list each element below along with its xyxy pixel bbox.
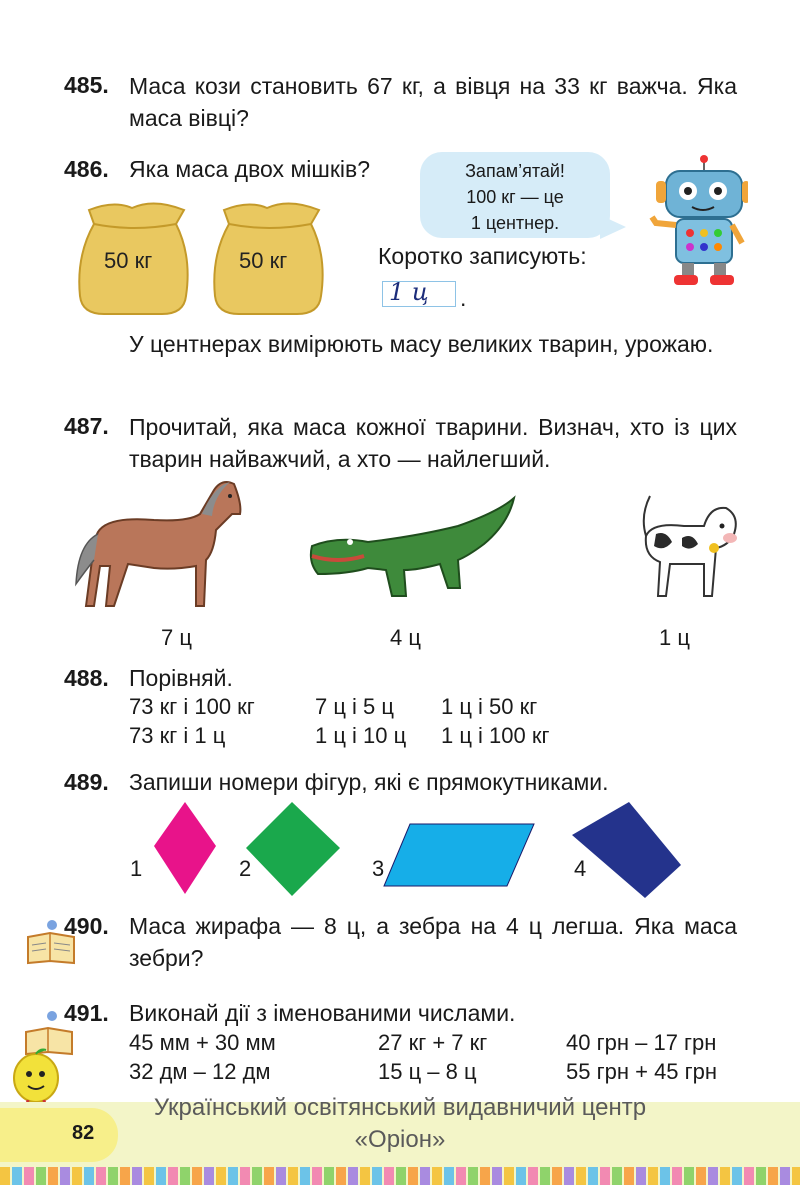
figure-label-2: 2 <box>239 856 252 881</box>
pencil-stripe <box>216 1167 226 1185</box>
pencil-stripe <box>372 1167 382 1185</box>
task-488-title: Порівняй. <box>129 665 233 691</box>
task-number-491: 491. <box>64 1000 109 1026</box>
task-491-title: Виконай дії з іменованими числами. <box>129 1000 516 1026</box>
pencil-stripe <box>612 1167 622 1185</box>
task-489-text: Запиши номери фігур, які є прямокутниками. <box>129 769 609 795</box>
compare-1: 73 кг і 100 кг <box>129 694 255 719</box>
expr-4: 32 дм – 12 дм <box>129 1059 271 1084</box>
pencil-stripe <box>492 1167 502 1185</box>
pencil-stripe <box>0 1167 10 1185</box>
compare-6: 1 ц і 100 кг <box>441 723 550 748</box>
pencil-stripe <box>516 1167 526 1185</box>
pencil-stripe <box>324 1167 334 1185</box>
pencil-stripe <box>288 1167 298 1185</box>
pencil-stripe <box>708 1167 718 1185</box>
figure-label-3: 3 <box>372 856 385 881</box>
publisher-line-2: «Оріон» <box>354 1126 446 1153</box>
pencil-stripe <box>480 1167 490 1185</box>
pencil-stripe <box>780 1167 790 1185</box>
pencil-stripe <box>264 1167 274 1185</box>
handwritten-dot: . <box>460 285 467 311</box>
pencil-stripe <box>84 1167 94 1185</box>
pencil-stripe <box>192 1167 202 1185</box>
pencil-stripe <box>252 1167 262 1185</box>
pencil-stripe <box>132 1167 142 1185</box>
compare-3: 1 ц і 50 кг <box>441 694 538 719</box>
pencil-stripe <box>396 1167 406 1185</box>
pencil-stripe <box>696 1167 706 1185</box>
pencil-stripe <box>36 1167 46 1185</box>
pencil-stripe <box>312 1167 322 1185</box>
pencil-stripe <box>360 1167 370 1185</box>
pencil-stripe <box>732 1167 742 1185</box>
bubble-tail <box>600 215 626 239</box>
expr-6: 55 грн + 45 грн <box>566 1059 718 1084</box>
bubble-line-1: Запам’ятай! <box>465 161 565 181</box>
pencil-stripe <box>72 1167 82 1185</box>
sack-left-label: 50 кг <box>104 248 153 273</box>
pencil-stripe <box>24 1167 34 1185</box>
compare-2: 7 ц і 5 ц <box>315 694 395 719</box>
compare-5: 1 ц і 10 ц <box>315 723 407 748</box>
pencil-stripe <box>168 1167 178 1185</box>
figures <box>140 800 700 900</box>
pencil-stripe <box>456 1167 466 1185</box>
robot-illustration <box>648 153 748 288</box>
figure-1-rhombus <box>154 802 216 894</box>
pencil-stripe <box>432 1167 442 1185</box>
pencil-stripe <box>672 1167 682 1185</box>
pencil-stripe <box>768 1167 778 1185</box>
pencil-stripe <box>744 1167 754 1185</box>
figure-4-rectangle <box>572 802 681 898</box>
task-486-text: Яка маса двох мішків? <box>129 156 371 182</box>
pencil-stripe <box>120 1167 130 1185</box>
pencil-stripe <box>648 1167 658 1185</box>
pencil-stripe <box>552 1167 562 1185</box>
horse-illustration <box>64 474 249 616</box>
pencil-stripe <box>636 1167 646 1185</box>
task-number-485: 485. <box>64 72 109 98</box>
pencil-stripe <box>468 1167 478 1185</box>
pencil-stripe <box>60 1167 70 1185</box>
pencil-stripe <box>720 1167 730 1185</box>
task-number-488: 488. <box>64 665 109 691</box>
pencil-stripe <box>756 1167 766 1185</box>
pencil-stripe <box>504 1167 514 1185</box>
task-487-text: Прочитай, яка маса кожної тварини. Визнач, хто із цих тварин найважчий, а хто — найлегший. <box>129 414 737 472</box>
pencil-stripe <box>564 1167 574 1185</box>
pencil-stripe <box>144 1167 154 1185</box>
publisher-line-1: Український освітянський видавничий центр <box>153 1094 647 1121</box>
calf-mass-label: 1 ц <box>659 625 690 650</box>
figure-label-1: 1 <box>130 856 143 881</box>
pencil-stripe <box>204 1167 214 1185</box>
pencil-stripe <box>540 1167 550 1185</box>
task-number-486: 486. <box>64 156 109 182</box>
pencil-stripe <box>156 1167 166 1185</box>
task-number-489: 489. <box>64 769 109 795</box>
pencil-stripe <box>108 1167 118 1185</box>
figure-3-parallelogram <box>384 824 534 886</box>
task-490-text: Маса жирафа — 8 ц, а зебра на 4 ц легша. Яка маса зебри? <box>129 913 737 971</box>
task-number-490: 490. <box>64 913 109 939</box>
task-number-487: 487. <box>64 413 109 439</box>
pencil-stripe <box>276 1167 286 1185</box>
pencil-border <box>0 1163 800 1185</box>
pencil-stripe <box>228 1167 238 1185</box>
pencil-stripe <box>240 1167 250 1185</box>
bubble-line-2: 100 кг — це <box>466 187 564 207</box>
figure-label-4: 4 <box>574 856 587 881</box>
compare-4: 73 кг і 1 ц <box>129 723 226 748</box>
pencil-stripe <box>420 1167 430 1185</box>
pencil-stripe <box>660 1167 670 1185</box>
remember-bubble <box>420 152 610 238</box>
bubble-line-3: 1 центнер. <box>470 213 560 233</box>
pencil-stripe <box>384 1167 394 1185</box>
pencil-stripe <box>624 1167 634 1185</box>
pencil-stripe <box>96 1167 106 1185</box>
expr-1: 45 мм + 30 мм <box>129 1030 276 1055</box>
horse-mass-label: 7 ц <box>161 625 192 650</box>
pencil-stripe <box>528 1167 538 1185</box>
task-485-text: Маса кози становить 67 кг, а вівця на 33 кг важча. Яка маса вівці? <box>129 73 737 131</box>
pencil-stripe <box>792 1167 800 1185</box>
pencil-stripe <box>48 1167 58 1185</box>
pencil-stripe <box>348 1167 358 1185</box>
pencil-stripe <box>336 1167 346 1185</box>
pencil-stripe <box>408 1167 418 1185</box>
pencil-stripe <box>180 1167 190 1185</box>
pencil-stripe <box>684 1167 694 1185</box>
handwritten-box <box>382 278 456 307</box>
expr-3: 40 грн – 17 грн <box>566 1030 717 1055</box>
pencil-stripe <box>576 1167 586 1185</box>
task-486-note: У центнерах вимірюють масу великих тварин, урожаю. <box>129 331 714 357</box>
crocodile-illustration <box>308 494 524 606</box>
crocodile-mass-label: 4 ц <box>390 625 421 650</box>
calf-illustration <box>636 486 742 604</box>
expr-5: 15 ц – 8 ц <box>378 1059 477 1084</box>
pencil-stripe <box>300 1167 310 1185</box>
page-number: 82 <box>72 1122 95 1144</box>
pencil-stripe <box>588 1167 598 1185</box>
pencil-stripe <box>444 1167 454 1185</box>
pencil-stripe <box>600 1167 610 1185</box>
sack-right-label: 50 кг <box>239 248 288 273</box>
handwritten-centner: 1 ц <box>389 278 429 306</box>
figure-2-square <box>246 802 340 896</box>
pencil-stripe <box>12 1167 22 1185</box>
short-notation-label: Коротко записують: <box>378 243 587 269</box>
expr-2: 27 кг + 7 кг <box>378 1030 488 1055</box>
